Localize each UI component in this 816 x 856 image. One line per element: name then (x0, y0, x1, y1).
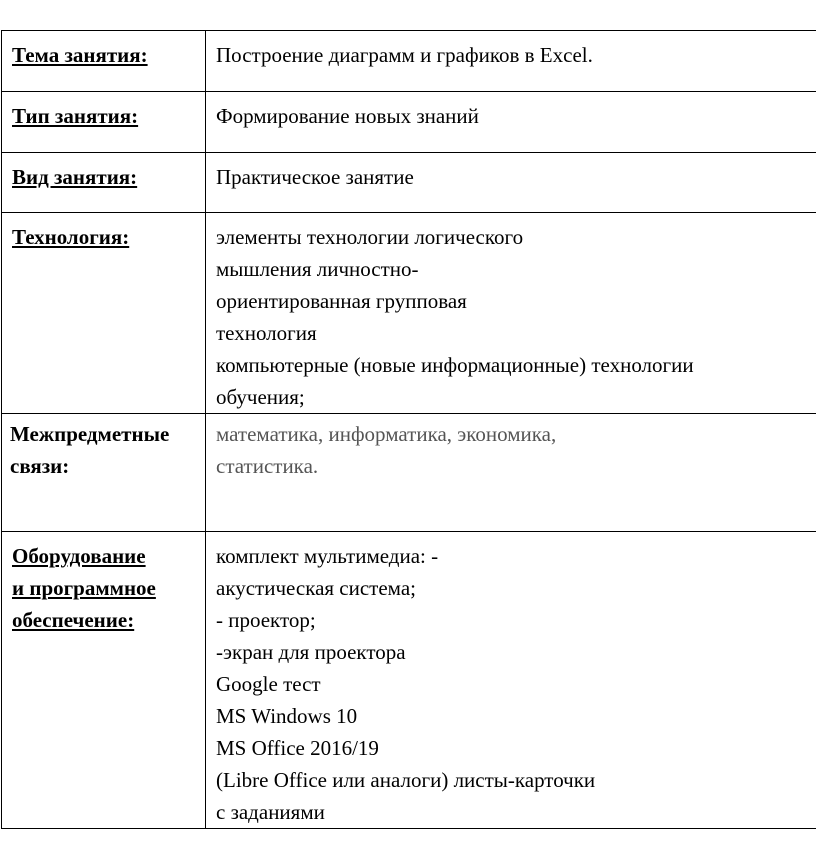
value-line: комплект мультимедиа: - (216, 544, 439, 568)
label-line: Межпредметные (10, 422, 170, 446)
label-cell (2, 31, 206, 92)
value-cell (206, 31, 816, 92)
kind-value (206, 153, 816, 193)
table-row-equipment (2, 532, 816, 829)
value-line: компьютерные (новые информационные) технологии (216, 353, 694, 377)
interdisciplinary-value (206, 414, 816, 482)
value-line: MS Windows 10 (216, 704, 358, 728)
value-line: математика, информатика, экономика, (216, 422, 557, 446)
value-line: мышления личностно- (216, 257, 419, 281)
value-line: Практическое занятие (216, 165, 414, 189)
type-label: Тип занятия: (12, 104, 139, 128)
label-cell (2, 532, 206, 829)
table-row-type (2, 92, 816, 153)
label-cell (2, 153, 206, 213)
type-value (206, 92, 816, 132)
value-line: ориентированная групповая (216, 289, 467, 313)
value-line: -экран для проектора (216, 640, 406, 664)
kind-label: Вид занятия: (12, 165, 138, 189)
equipment-label (2, 532, 205, 636)
value-cell (206, 532, 816, 829)
value-line: Построение диаграмм и графиков в Excel. (216, 43, 593, 67)
lesson-info-table (1, 30, 816, 829)
label-line: и программное (12, 576, 156, 600)
technology-label: Технология: (12, 225, 130, 249)
label-line: связи: (10, 454, 70, 478)
topic-label: Тема занятия: (12, 43, 148, 67)
value-line: MS Office 2016/19 (216, 736, 379, 760)
value-line: акустическая система; (216, 576, 416, 600)
value-line: технология (216, 321, 317, 345)
value-cell (206, 414, 816, 532)
value-cell (206, 213, 816, 414)
table-row-kind (2, 153, 816, 213)
value-line: с заданиями (216, 800, 325, 824)
label-line: Оборудование (12, 544, 146, 568)
label-cell (2, 414, 206, 532)
interdisciplinary-label (2, 414, 205, 482)
topic-value (206, 31, 816, 71)
label-cell (2, 213, 206, 414)
value-line: статистика. (216, 454, 319, 478)
table-row-interdisciplinary (2, 414, 816, 532)
value-line: - проектор; (216, 608, 316, 632)
value-line: обучения; (216, 385, 305, 409)
technology-value (206, 213, 816, 413)
value-cell (206, 92, 816, 153)
value-cell (206, 153, 816, 213)
value-line: Google тест (216, 672, 321, 696)
value-line: Формирование новых знаний (216, 104, 479, 128)
label-line: обеспечение: (12, 608, 135, 632)
value-line: элементы технологии логического (216, 225, 524, 249)
equipment-value (206, 532, 816, 828)
label-cell (2, 92, 206, 153)
table-row-topic (2, 31, 816, 92)
value-line: (Libre Office или аналоги) листы-карточки (216, 768, 596, 792)
table-row-technology (2, 213, 816, 414)
